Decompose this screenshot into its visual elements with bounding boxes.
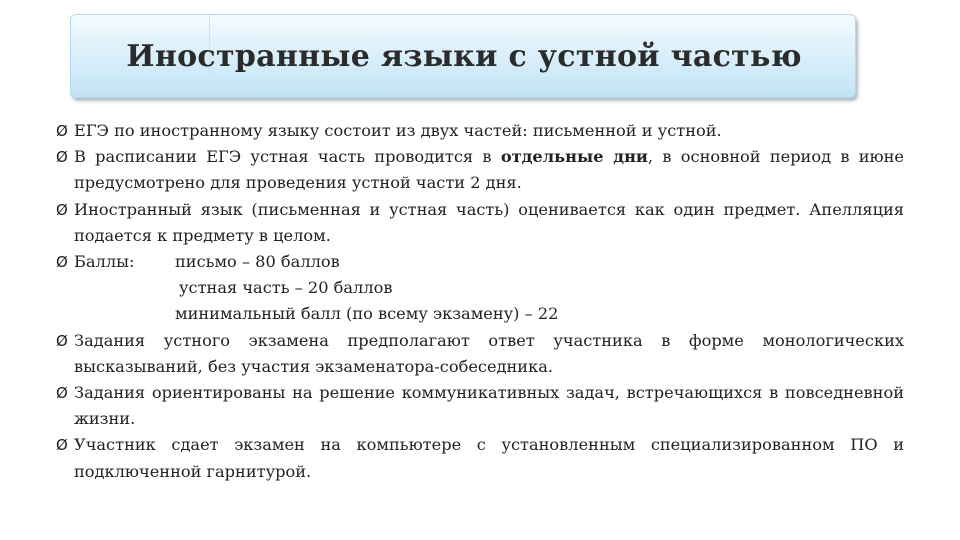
arrowhead-bullet-icon: Ø — [56, 436, 68, 455]
score-writing: письмо – 80 баллов — [175, 252, 340, 272]
list-item-evaluation — [56, 197, 904, 249]
item-text: Участник сдает экзамен на компьютере с установленным специализированном ПО и подключенной гарнитурой. — [74, 435, 904, 481]
score-row-writing — [74, 249, 904, 275]
item-text: Иностранный язык (письменная и устная часть) оценивается как один предмет. Апелляция подается к предмету в целом. — [74, 199, 904, 245]
arrowhead-bullet-icon: Ø — [56, 122, 68, 140]
list-item-schedule — [56, 144, 904, 196]
page-title: Иностранные языки с устной частью — [126, 39, 802, 74]
list-item-scores — [56, 249, 904, 328]
bullet-list — [56, 118, 904, 485]
score-row-minimum — [74, 301, 904, 327]
score-oral: устная часть – 20 баллов — [179, 278, 393, 298]
item-text: Задания ориентированы на решение коммуникативных задач, встречающихся в повседневной жизни. — [74, 382, 904, 429]
title-banner — [70, 14, 856, 98]
arrowhead-bullet-icon: Ø — [56, 383, 68, 402]
arrowhead-bullet-icon: Ø — [56, 253, 68, 272]
list-item-structure — [56, 118, 904, 144]
scores-label: Баллы: — [74, 252, 135, 272]
list-item-tasks-goal — [56, 380, 904, 432]
item-text-bold: отдельные дни — [500, 147, 648, 167]
item-text: Задания устного экзамена предполагают ответ участника в форме монологических высказываний, без участия экзаменатора-собеседника. — [74, 330, 904, 376]
arrowhead-bullet-icon: Ø — [56, 200, 68, 219]
list-item-computer — [56, 432, 904, 484]
score-minimum: минимальный балл (по всему экзамену) – 22 — [175, 304, 559, 324]
score-row-oral — [74, 275, 904, 301]
item-text: В расписании ЕГЭ устная часть проводится в — [74, 147, 501, 167]
arrowhead-bullet-icon: Ø — [56, 148, 68, 167]
arrowhead-bullet-icon: Ø — [56, 331, 68, 350]
item-text: ЕГЭ по иностранному языку состоит из двух частей: письменной и устной. — [74, 121, 722, 140]
list-item-tasks-format — [56, 328, 904, 380]
item-text: , в основной период в июне предусмотрено для проведения устной части 2 дня. — [74, 147, 904, 193]
